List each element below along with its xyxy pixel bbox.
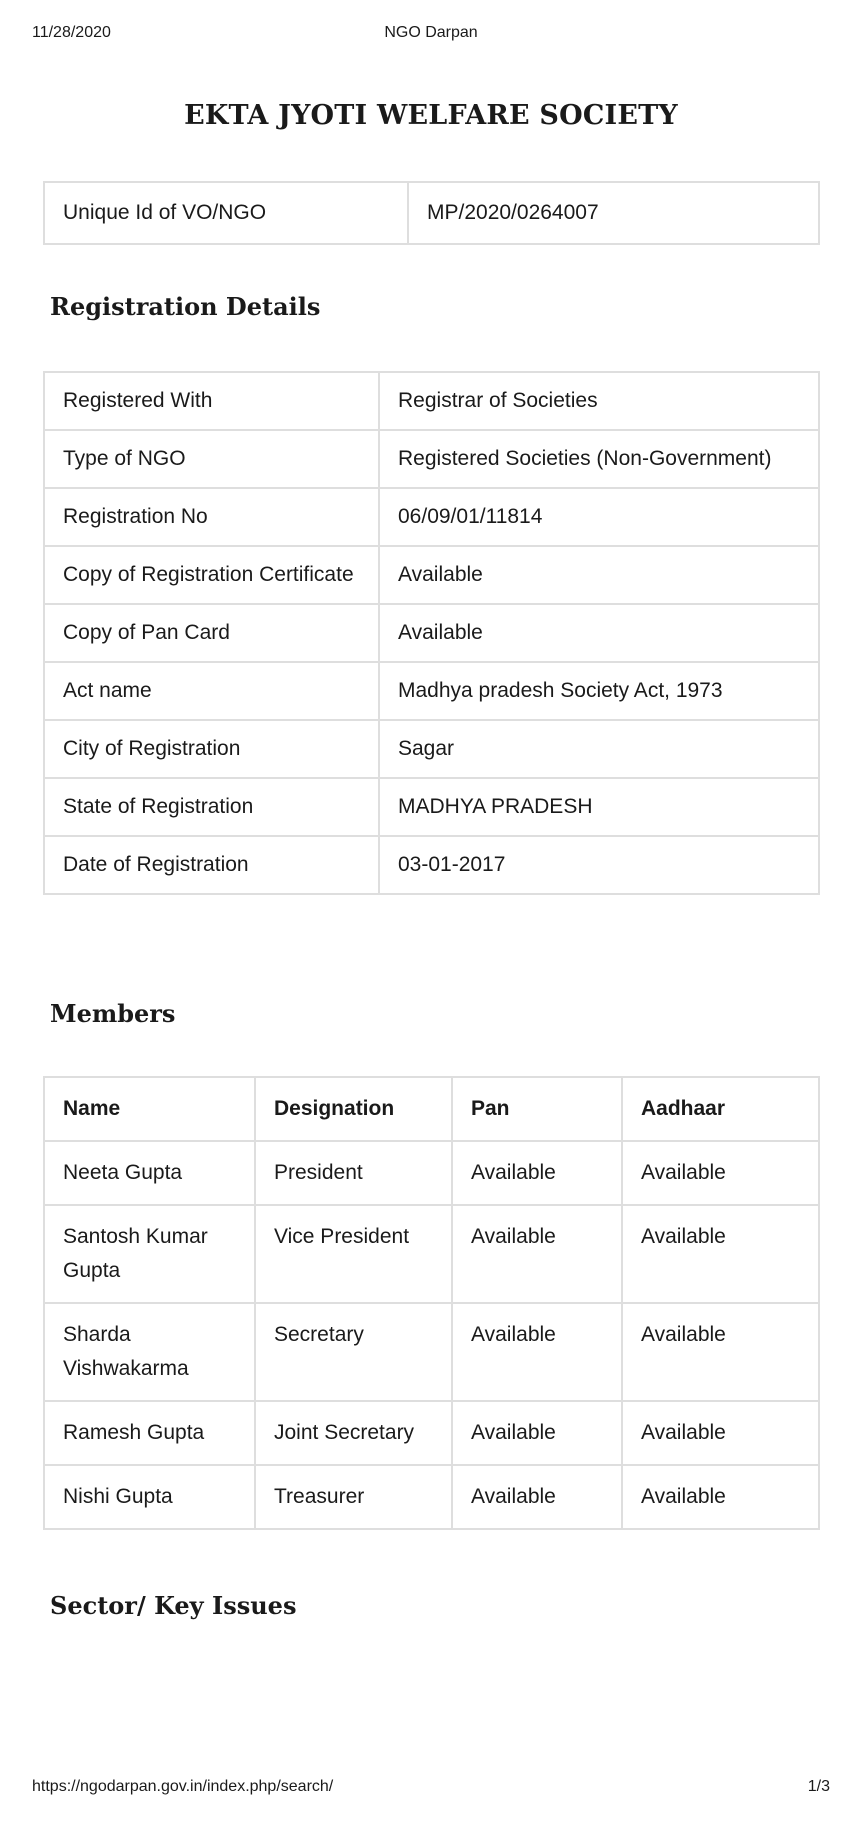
member-name: Santosh Kumar Gupta (44, 1205, 255, 1303)
column-header-designation: Designation (255, 1077, 452, 1141)
member-aadhaar: Available (622, 1141, 819, 1205)
registration-label: Copy of Registration Certificate (44, 546, 379, 604)
table-row (44, 604, 819, 662)
registration-value: Sagar (379, 720, 819, 778)
member-pan: Available (452, 1465, 622, 1529)
member-name: Sharda Vishwakarma (44, 1303, 255, 1401)
table-row (44, 488, 819, 546)
registration-details-table (43, 371, 820, 895)
member-designation: Vice President (255, 1205, 452, 1303)
unique-id-value: MP/2020/0264007 (408, 182, 819, 244)
registration-label: Registration No (44, 488, 379, 546)
table-row (44, 662, 819, 720)
member-pan: Available (452, 1401, 622, 1465)
members-heading: Members (50, 999, 176, 1028)
print-date: 11/28/2020 (32, 24, 111, 41)
member-pan: Available (452, 1303, 622, 1401)
table-row (44, 546, 819, 604)
table-row (44, 836, 819, 894)
member-aadhaar: Available (622, 1465, 819, 1529)
table-header-row (44, 1077, 819, 1141)
table-row (44, 1465, 819, 1529)
member-pan: Available (452, 1141, 622, 1205)
table-row (44, 1303, 819, 1401)
member-designation: President (255, 1141, 452, 1205)
table-row (44, 1401, 819, 1465)
registration-label: Act name (44, 662, 379, 720)
registration-label: City of Registration (44, 720, 379, 778)
column-header-pan: Pan (452, 1077, 622, 1141)
registration-value: Madhya pradesh Society Act, 1973 (379, 662, 819, 720)
registration-value: 06/09/01/11814 (379, 488, 819, 546)
table-row (44, 778, 819, 836)
registration-value: Registrar of Societies (379, 372, 819, 430)
registration-label: Date of Registration (44, 836, 379, 894)
registration-label: Copy of Pan Card (44, 604, 379, 662)
registration-value: MADHYA PRADESH (379, 778, 819, 836)
unique-id-table (43, 181, 820, 245)
table-row (44, 1205, 819, 1303)
registration-value: Registered Societies (Non-Government) (379, 430, 819, 488)
registration-label: State of Registration (44, 778, 379, 836)
sector-key-issues-heading: Sector/ Key Issues (50, 1591, 297, 1620)
member-name: Neeta Gupta (44, 1141, 255, 1205)
table-row (44, 182, 819, 244)
member-designation: Joint Secretary (255, 1401, 452, 1465)
unique-id-label: Unique Id of VO/NGO (44, 182, 408, 244)
member-aadhaar: Available (622, 1205, 819, 1303)
registration-value: Available (379, 604, 819, 662)
members-table (43, 1076, 820, 1530)
member-designation: Treasurer (255, 1465, 452, 1529)
registration-label: Type of NGO (44, 430, 379, 488)
registration-value: Available (379, 546, 819, 604)
member-name: Nishi Gupta (44, 1465, 255, 1529)
table-row (44, 430, 819, 488)
table-row (44, 720, 819, 778)
member-designation: Secretary (255, 1303, 452, 1401)
registration-label: Registered With (44, 372, 379, 430)
organization-name: EKTA JYOTI WELFARE SOCIETY (184, 100, 678, 131)
member-name: Ramesh Gupta (44, 1401, 255, 1465)
registration-details-heading: Registration Details (50, 292, 321, 321)
member-pan: Available (452, 1205, 622, 1303)
table-row (44, 1141, 819, 1205)
member-aadhaar: Available (622, 1303, 819, 1401)
table-row (44, 372, 819, 430)
column-header-name: Name (44, 1077, 255, 1141)
column-header-aadhaar: Aadhaar (622, 1077, 819, 1141)
registration-value: 03-01-2017 (379, 836, 819, 894)
print-footer-url: https://ngodarpan.gov.in/index.php/search/ (32, 1778, 334, 1795)
member-aadhaar: Available (622, 1401, 819, 1465)
print-page-number: 1/3 (807, 1778, 830, 1795)
print-page-title: NGO Darpan (384, 24, 478, 41)
